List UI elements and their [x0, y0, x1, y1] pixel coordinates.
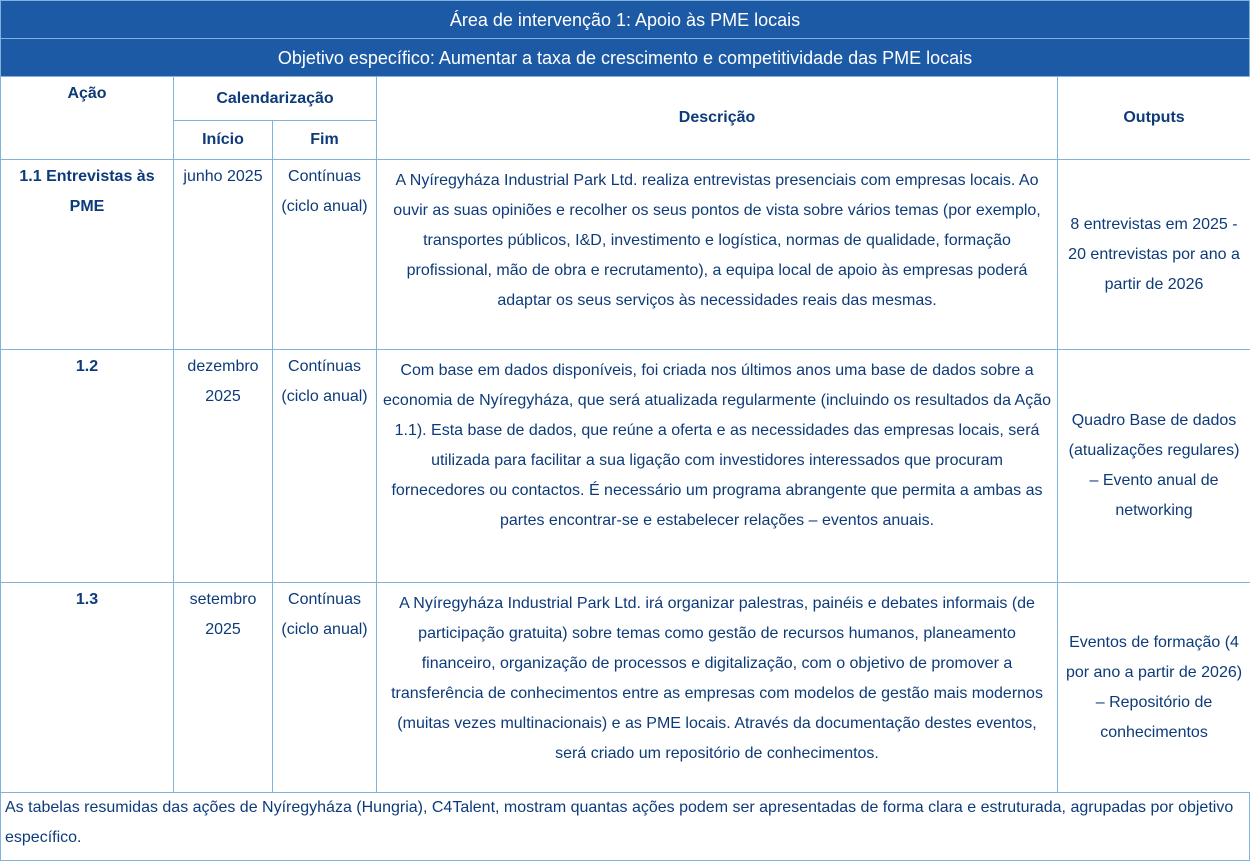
table-row	[1, 583, 1250, 793]
end-date-cell: Contínuas (ciclo anual)	[273, 160, 377, 350]
outputs-cell: Eventos de formação (4 por ano a partir de 2026) – Repositório de conhecimentos	[1058, 583, 1250, 793]
description-cell: A Nyíregyháza Industrial Park Ltd. irá organizar palestras, painéis e debates informais (de participação gratuita) sobre temas como gestão de recursos humanos, planeamento financeiro, organização de processos e digitalização, com o objetivo de promover a transferência de conhecimentos entre as empresas com modelos de gestão mais modernos (muitas vezes multinacionais) e as PME locais. Através da documentação destes eventos, será criado um repositório de conhecimentos.	[377, 583, 1058, 793]
action-cell: 1.2	[1, 350, 174, 583]
footer-note: As tabelas resumidas das ações de Nyíregyháza (Hungria), C4Talent, mostram quantas ações podem ser apresentadas de forma clara e estruturada, agrupadas por objetivo específico.	[0, 793, 1250, 861]
description-cell: Com base em dados disponíveis, foi criada nos últimos anos uma base de dados sobre a economia de Nyíregyháza, que será atualizada regularmente (incluindo os resultados da Ação 1.1). Esta base de dados, que reúne a oferta e as necessidades das empresas locais, será utilizada para facilitar a sua ligação com investidores interessados que procuram fornecedores ou contactos. É necessário um programa abrangente que permita a ambas as partes encontrar-se e estabelecer relações – eventos anuais.	[377, 350, 1058, 583]
column-header-outputs: Outputs	[1058, 77, 1250, 160]
actions-table	[0, 76, 1250, 793]
column-header-fim: Fim	[273, 121, 377, 160]
start-date-cell: junho 2025	[174, 160, 273, 350]
specific-objective-title: Objetivo específico: Aumentar a taxa de crescimento e competitividade das PME locais	[0, 38, 1250, 76]
intervention-area-title: Área de intervenção 1: Apoio às PME locais	[0, 0, 1250, 38]
start-date-cell: setembro 2025	[174, 583, 273, 793]
table-row	[1, 350, 1250, 583]
action-cell: 1.3	[1, 583, 174, 793]
column-header-acao: Ação	[1, 77, 174, 160]
outputs-cell: Quadro Base de dados (atualizações regulares) – Evento anual de networking	[1058, 350, 1250, 583]
header-row	[1, 77, 1250, 121]
column-header-descricao: Descrição	[377, 77, 1058, 160]
table-row	[1, 160, 1250, 350]
action-cell: 1.1 Entrevistas às PME	[1, 160, 174, 350]
column-header-inicio: Início	[174, 121, 273, 160]
column-header-calendarizacao: Calendarização	[174, 77, 377, 121]
end-date-cell: Contínuas (ciclo anual)	[273, 350, 377, 583]
end-date-cell: Contínuas (ciclo anual)	[273, 583, 377, 793]
description-cell: A Nyíregyháza Industrial Park Ltd. realiza entrevistas presenciais com empresas locais. Ao ouvir as suas opiniões e recolher os seus pontos de vista sobre vários temas (por exemplo, transportes públicos, I&D, investimento e logística, normas de qualidade, formação profissional, mão de obra e recrutamento), a equipa local de apoio às empresas poderá adaptar os seus serviços às necessidades reais das mesmas.	[377, 160, 1058, 350]
outputs-cell: 8 entrevistas em 2025 - 20 entrevistas por ano a partir de 2026	[1058, 160, 1250, 350]
start-date-cell: dezembro 2025	[174, 350, 273, 583]
